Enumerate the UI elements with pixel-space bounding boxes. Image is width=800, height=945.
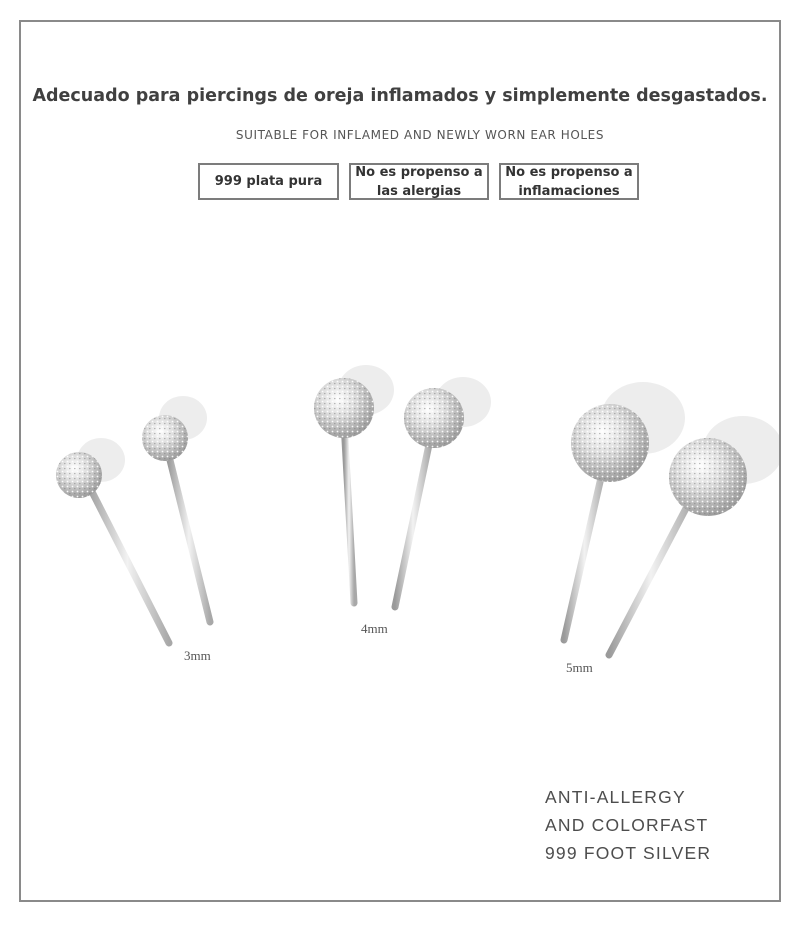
- badge-hypoallergenic: No es propenso a las alergias: [349, 163, 489, 200]
- earrings-photo: [21, 300, 779, 760]
- earring-3mm-left: [56, 438, 169, 643]
- headline: Adecuado para piercings de oreja inflamados y simplemente desgastados.: [32, 86, 768, 106]
- size-label-4mm: 4mm: [361, 621, 388, 636]
- size-label-3mm: 3mm: [184, 648, 211, 663]
- earring-5mm-left: [564, 382, 685, 640]
- earring-4mm-left: [314, 365, 394, 603]
- badge-pure-silver: 999 plata pura: [198, 163, 339, 200]
- tagline-line-2: AND COLORFAST: [545, 815, 709, 835]
- subheadline: SUITABLE FOR INFLAMED AND NEWLY WORN EAR HOLES: [235, 128, 605, 142]
- size-label-5mm: 5mm: [566, 660, 593, 675]
- earring-4mm-right: [395, 377, 491, 607]
- tagline-line-1: ANTI-ALLERGY: [545, 787, 686, 807]
- earring-3mm-right: [142, 396, 210, 622]
- badge-anti-inflammation: No es propenso a inflamaciones: [499, 163, 639, 200]
- tagline-line-3: 999 FOOT SILVER: [545, 843, 712, 863]
